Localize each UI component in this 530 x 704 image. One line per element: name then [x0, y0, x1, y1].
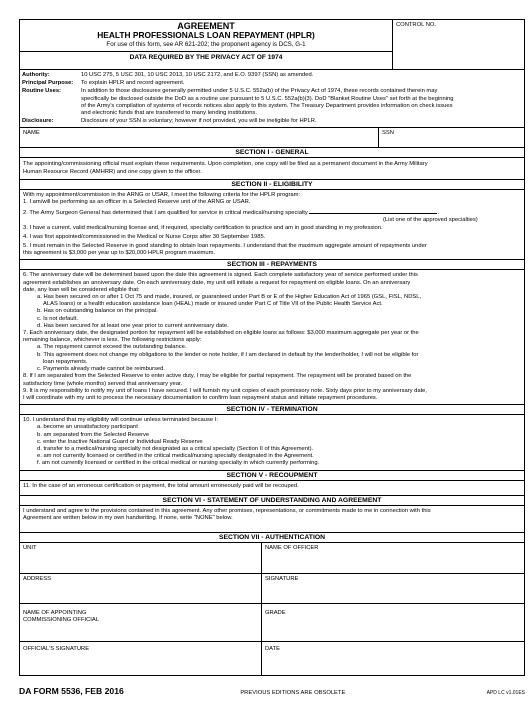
repayment-para-9: 9. It is my responsibility to notify my unit of loans I have secured. I will furnish my unit copies of each promissory note. Sixty days prior to my anniversary date, [23, 387, 428, 394]
signature-label: SIGNATURE [265, 575, 299, 582]
repayment-para-8: satisfactory time (whole months) served that anniversary year. [23, 380, 183, 387]
eligibility-item-2 [23, 208, 521, 217]
name-label: NAME [23, 130, 40, 137]
form-version: APD LC v1.01ES [486, 690, 525, 696]
form-footer [19, 686, 525, 696]
routine-uses-text [81, 88, 522, 117]
previous-editions-note: PREVIOUS EDITIONS ARE OBSOLETE [240, 690, 346, 696]
understanding-line: Agreement are written below in my own handwriting. If none, write "NONE" below. [23, 514, 233, 521]
eligibility-item-2-text: 2. The Army Surgeon General has determined that I am qualified for service in critical medical/nursing specialty [23, 210, 308, 217]
disclosure-text: Disclosure of your SSN is voluntary; however if not provided, you will be ineligible for HPLR. [81, 118, 317, 125]
officer-name-label: NAME OF OFFICER [265, 544, 319, 551]
section-6-heading: SECTION VI - STATEMENT OF UNDERSTANDING AND AGREEMENT [20, 495, 524, 506]
unit-field[interactable] [20, 543, 262, 573]
section-5-heading: SECTION V - RECOUPMENT [20, 470, 524, 481]
restriction-a: a. The repayment cannot exceed the outstanding balance. [37, 344, 187, 351]
repayment-para-7: remaining balance, whichever is less. The following restrictions apply: [23, 337, 202, 344]
termination-item: e. am not currently licensed or certified in the critical medical/nursing specialty designated in the Agreement. [37, 453, 314, 460]
eligibility-item-5-line: 5. I must remain in the Selected Reserve in good standing to obtain loan repayments. I understand that the maximum aggregate amount of repayments under [23, 243, 427, 250]
repayment-para-7: 7. Each anniversary date, the designated portion for repayment will be established on eligible loans as follows: $3,000 maximum aggregate per year or the [23, 330, 419, 337]
address-field[interactable] [20, 573, 262, 603]
official-signature-label: OFFICIAL'S SIGNATURE [23, 645, 90, 652]
repayment-para-6: agreement establishes an anniversary date. On each anniversary date, my unit will initiate a request for repayment on eligible loans. On an anniversary [23, 279, 411, 286]
unit-label: UNIT [23, 544, 37, 551]
loan-criterion-a: ALAS loans) or a health education assistance loan (HEAL) made or insured under Part C of Title VII of the Public Health Service Act. [43, 301, 383, 308]
section-5-body [20, 481, 524, 495]
section-1-body [20, 158, 524, 178]
repayment-para-6: date, any loan will be considered eligible that: [23, 286, 140, 293]
appointing-label: COMMISSIONING OFFICIAL [23, 616, 100, 623]
appointing-label: NAME OF APPOINTING [23, 609, 87, 616]
loan-criterion-a: a. Has been secured on or after 1 Oct 75 and made, insured, or guaranteed under Part B or E of the Higher Education Act of 1965 (GSL, FISL, NDSL, [37, 294, 422, 301]
section-1-line: The appointing/commissioning official must explain these requirements. Upon completion, one copy will be filed as a permanent document in the Army Military [23, 161, 428, 168]
routine-uses-row [22, 88, 522, 117]
section-2-heading: SECTION II - ELIGIBILITY [20, 179, 524, 190]
address-label: ADDRESS [23, 575, 52, 582]
form-header [20, 20, 524, 70]
section-2-body [20, 190, 524, 260]
routine-uses-line: In addition to those disclosures generally permitted under 5 U.S.C. 552a(b) of the Privacy Act of 1974, these records contained therein may [81, 88, 438, 95]
disclosure-row [22, 118, 522, 125]
section-1-heading: SECTION I - GENERAL [20, 148, 524, 158]
understanding-line: I understand and agree to the provisions contained in this agreement. Any other promises, representations, or commitments made to me in connection with this [23, 507, 431, 514]
routine-uses-label: Routine Uses: [22, 88, 61, 95]
loan-criterion-c: c. Is not default. [37, 315, 78, 322]
purpose-text: To explain HPLR and record agreement. [81, 80, 185, 87]
control-no-label: CONTROL NO. [396, 22, 437, 28]
repayment-para-6: 6. The anniversary date will be determined based upon the date this agreement is signed. Each complete satisfactory year of service performed under this [23, 272, 418, 279]
loan-criterion-b: b. Has on outstanding balance on the principal. [37, 308, 158, 315]
repayment-para-8: 8. If I am separated from the Selected Reserve to enter active duty, I may be eligible for partial repayment. The repayment will be prorated based on the [23, 373, 412, 380]
grade-label: GRADE [265, 609, 286, 616]
routine-uses-line: and electronic funds that are transferred to many lending institutions. [81, 110, 257, 117]
ssn-label: SSN [382, 130, 394, 137]
eligibility-item-1: 1. I am/will be performing as an officer in a Selected Reserve unit of the ARNG or USAR. [23, 199, 251, 206]
termination-item: b. am separated from the Selected Reserve [37, 431, 150, 438]
specialty-input-line[interactable] [309, 208, 439, 217]
section-1-line: Human Resource Record (AMHRR) and one copy given to the officer. [23, 168, 202, 175]
termination-intro: 10. I understand that my eligibility will continue unless terminated because I: [23, 417, 218, 424]
restriction-b: loan repayments. [43, 358, 88, 365]
date-field[interactable] [262, 641, 524, 675]
control-no-field[interactable] [393, 20, 524, 69]
date-label: DATE [265, 645, 281, 652]
authentication-grid [20, 543, 524, 675]
section-4-heading: SECTION IV - TERMINATION [20, 404, 524, 415]
authority-row [22, 72, 522, 79]
purpose-row [22, 80, 522, 87]
privacy-act-heading: DATA REQUIRED BY THE PRIVACY ACT OF 1974 [20, 51, 392, 62]
form-title-block [20, 20, 393, 69]
loan-criterion-d: d. Has been secured for at least one year prior to current anniversary date. [37, 322, 229, 329]
eligibility-item-5 [23, 243, 521, 257]
official-signature-field[interactable] [20, 641, 262, 675]
restriction-b: b. This agreement does not change my obligations to the lender or note holder, if I am declared in default by the lender/holder, I will not be eligible for [37, 351, 419, 358]
routine-uses-line: specifically be disclosed outside the DoD as a routine use pursuant to 5 U.S.C. 552a(b)(3). DoD "Blanket Routine Uses" set forth at the beginning [81, 95, 454, 102]
privacy-act-statement [20, 70, 524, 128]
disclosure-label: Disclosure: [22, 118, 54, 125]
eligibility-item-2-period: . [437, 210, 439, 217]
form-body [19, 19, 525, 676]
signature-field[interactable] [262, 573, 524, 603]
termination-item: f. am not currently licensed or certified in the critical medical or nursing specialty in which currently performing. [37, 460, 320, 467]
eligibility-item-4: 4. I was first appointed/commissioned in the Medical or Nurse Corps after 30 September 1985. [23, 233, 266, 240]
purpose-label: Principal Purpose: [22, 80, 74, 87]
termination-item: a. become an unsatisfactory participant [37, 424, 138, 431]
routine-uses-line: of the Army's compilation of systems of records notices also apply to this system. The Treasury Department provides information on check issues [81, 102, 453, 109]
form-title: AGREEMENT [177, 21, 235, 31]
grade-field[interactable] [262, 603, 524, 641]
name-ssn-row [20, 128, 524, 148]
specialty-note: (List one of the approved specialties) [383, 217, 478, 224]
section-3-heading: SECTION III - REPAYMENTS [20, 259, 524, 270]
section-3-body [20, 270, 524, 404]
authority-text: 10 USC 275, 5 USC 301, 10 USC 2013, 10 USC 2172, and E.O. 9397 (SSN) as amended. [81, 72, 314, 78]
termination-item: c. enter the Inactive National Guard or Individual Ready Reserve [37, 438, 203, 445]
section-7-heading: SECTION VII - AUTHENTICATION [20, 532, 524, 543]
eligibility-item-5-line: this agreement is $3,000 per year up to $20,000 HPLR program maximum. [23, 250, 216, 257]
termination-item: d. transfer to a medical/nursing specialty not designated as a critical specialty (Section II of this Agreement). [37, 445, 314, 452]
authority-label: Authority: [22, 72, 50, 78]
eligibility-item-3: 3. I have a current, valid medical/nursing license and, if required, specialty certification to practice and am in good standing in my profession. [23, 224, 383, 231]
appointing-official-field[interactable] [20, 603, 262, 641]
form-number: DA FORM 5536, FEB 2016 [19, 686, 124, 696]
name-field[interactable] [20, 128, 379, 147]
recoupment-text: 11. In the case of an erroneous certification or payment, the total amount erroneously paid will be recouped. [23, 482, 299, 489]
restriction-c: c. Payments already made cannot be reimbursed. [37, 366, 165, 373]
eligibility-intro: With my appointment/commission in the ARNG or USAR, I meet the following criteria for the HPLR program: [23, 191, 301, 198]
repayment-para-9: I will coordinate with my unit to process the necessary documentation to confirm loan repayment status and initiate repayment procedures. [23, 394, 378, 401]
form-usage: For use of this form, see AR 621-202; the proponent agency is DCS, G-1 [106, 41, 306, 48]
ssn-field[interactable] [379, 128, 524, 147]
officer-name-field[interactable] [262, 543, 524, 573]
section-6-body[interactable] [20, 506, 524, 532]
form-subtitle: HEALTH PROFESSIONALS LOAN REPAYMENT (HPLR) [97, 30, 315, 40]
section-4-body [20, 415, 524, 469]
